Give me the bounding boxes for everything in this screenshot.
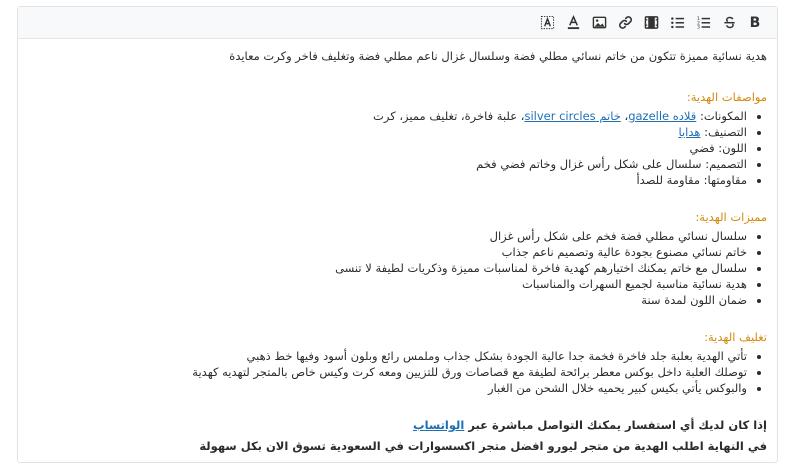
contact-text: إذا كان لديك أي استفسار يمكنك التواصل مباشرة عبر bbox=[464, 418, 767, 432]
list-item: • ضمان اللون لمدة سنة bbox=[30, 292, 747, 308]
bold-button[interactable] bbox=[743, 11, 767, 35]
list-item bbox=[30, 108, 747, 124]
rich-text-editor bbox=[17, 6, 778, 463]
contact-paragraph bbox=[30, 416, 767, 435]
bullet-list-icon bbox=[670, 15, 685, 30]
features-heading: مميزات الهدية: bbox=[695, 210, 767, 224]
list-item: • والبوكس يأتي بكيس كبير يحميه خلال الشحن من الغبار bbox=[30, 380, 747, 396]
features-list bbox=[30, 228, 767, 308]
insert-link-button[interactable] bbox=[613, 11, 637, 35]
whatsapp-link[interactable]: الواتساب bbox=[413, 418, 465, 432]
text-color-icon bbox=[566, 15, 581, 30]
list-item bbox=[30, 124, 747, 140]
ordered-list-button[interactable] bbox=[691, 11, 715, 35]
list-item: • هدية نسائية مناسبة لجميع السهرات والمناسبات bbox=[30, 276, 747, 292]
strikethrough-button[interactable] bbox=[717, 11, 741, 35]
list-item: • سلسال مع خاتم يمكنك اختيارهم كهدية فاخرة لمناسبات مميزة وذكريات لطيفة لا تنسى bbox=[30, 260, 747, 276]
editor-toolbar bbox=[18, 7, 777, 39]
clear-format-button[interactable] bbox=[535, 11, 559, 35]
editor-content[interactable] bbox=[30, 43, 767, 458]
list-item: • تأتي الهدية بعلبة جلد فاخرة فخمة جدا عالية الجودة بشكل جذاب وملمس رائع وبلون أسود وفيها خط ذهبي bbox=[30, 348, 747, 364]
closing-paragraph: في النهاية اطلب الهدية من متجر ليورو افضل متجر اكسسوارات في السعودية تسوق الان بكل سهولة bbox=[199, 439, 767, 453]
packaging-heading: تغليف الهدية: bbox=[704, 330, 767, 344]
list-item: • توصلك العلبة داخل بوكس معطر برائحة لطيفة مع قصاصات ورق للتزيين ومعه كرت وكيس خاص بالمتجر لتهديه كهدية bbox=[30, 364, 747, 380]
intro-paragraph: هدية نسائية مميزة تتكون من خاتم نسائي مطلي فضة وسلسال غزال ناعم مطلي فضة وتغليف فاخر وكرت معايدة bbox=[229, 49, 767, 63]
ordered-list-icon bbox=[696, 15, 711, 30]
strikethrough-icon bbox=[722, 15, 737, 30]
list-item: • خاتم نسائي مصنوع بجودة عالية وتصميم ناعم جذاب bbox=[30, 244, 747, 260]
list-item: • سلسال نسائي مطلي فضة فخم على شكل رأس غزال bbox=[30, 228, 747, 244]
bullet-list-button[interactable] bbox=[665, 11, 689, 35]
specs-list bbox=[30, 108, 767, 188]
insert-image-button[interactable] bbox=[587, 11, 611, 35]
gazelle-necklace-link[interactable]: قلاده gazelle bbox=[628, 109, 697, 123]
gifts-category-link[interactable]: هدايا bbox=[678, 125, 701, 139]
link-icon bbox=[618, 15, 633, 30]
specs-heading: مواصفات الهدية: bbox=[686, 90, 767, 104]
insert-video-button[interactable] bbox=[639, 11, 663, 35]
video-icon bbox=[644, 15, 659, 30]
list-item: • مقاومتها: مقاومة للصدأ bbox=[30, 172, 747, 188]
clear-format-icon bbox=[540, 15, 555, 30]
silver-circles-ring-link[interactable]: خاتم silver circles bbox=[524, 109, 621, 123]
category-label: التصنيف: bbox=[704, 125, 747, 139]
list-item: • التصميم: سلسال على شكل رأس غزال وخاتم فضي فخم bbox=[30, 156, 747, 172]
list-item: • اللون: فضي bbox=[30, 140, 747, 156]
image-icon bbox=[592, 15, 607, 30]
svg-text:2: 2 bbox=[696, 21, 700, 27]
svg-text:3: 3 bbox=[696, 25, 700, 30]
components-label: المكونات: bbox=[699, 109, 747, 123]
svg-text:1: 1 bbox=[696, 17, 700, 23]
separator: ، bbox=[624, 109, 629, 123]
packaging-list bbox=[30, 348, 767, 396]
bold-icon: B bbox=[749, 14, 761, 31]
text-color-button[interactable] bbox=[561, 11, 585, 35]
components-rest: ، علبة فاخرة، تغليف مميز، كرت bbox=[373, 109, 525, 123]
